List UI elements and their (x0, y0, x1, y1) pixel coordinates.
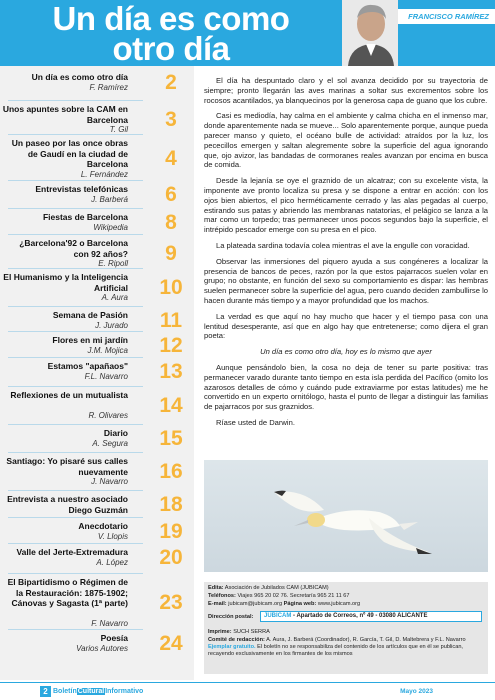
toc-title: Estamos "apañaos" (47, 361, 128, 371)
toc-page-number: 13 (159, 360, 183, 383)
toc-title: Fiestas de Barcelona (42, 212, 128, 222)
toc-divider (8, 180, 143, 181)
toc-divider (8, 100, 143, 101)
toc-title: Entrevistas telefónicas (35, 184, 128, 194)
toc-author: V. Llopis (97, 531, 128, 541)
article-paragraph: La plateada sardina todavía colea mientras el ave la engulle con voracidad. (216, 240, 470, 250)
toc-title: Reflexiones de un mutualista (10, 390, 128, 400)
article-title-line2: otro día (112, 30, 230, 66)
toc-title: El Humanismo y la Inteligencia Artificial (3, 272, 128, 293)
toc-page-number: 24 (159, 632, 183, 655)
toc-author: T. Gil (109, 125, 128, 134)
toc-divider (8, 331, 143, 332)
author-name: FRANCISCO RAMÍREZ (408, 12, 489, 21)
toc-title: Semana de Pasión (52, 310, 128, 320)
toc-page-number: 12 (159, 334, 183, 357)
author-name-strip (398, 9, 495, 24)
toc-page-number: 3 (165, 107, 177, 131)
credit-label: Teléfonos: (208, 593, 236, 599)
publisher: Asociación de Jubilados CAM (JUBICAM) (224, 585, 329, 591)
toc-author: Varios Autores (76, 643, 128, 653)
toc-page-number: 9 (165, 241, 177, 265)
article-paragraph: La verdad es que aquí no hay mucho que hacer y el tiempo pasa con una lentitud desesperante, así que en algo hay que entretenerse; como dijera el gran poeta: (204, 311, 488, 341)
toc-author: Wikipedia (93, 222, 128, 232)
page-number: 2 (40, 686, 51, 697)
toc-divider (8, 357, 143, 358)
gannet-photo (204, 460, 488, 572)
page-footer (0, 682, 495, 700)
toc-page-number: 14 (159, 393, 183, 417)
publication-brand (53, 686, 143, 697)
toc-divider (8, 490, 143, 491)
credit-label: Imprime: (208, 629, 232, 635)
toc-author: J. Navarro (91, 477, 128, 486)
toc-title: Diario (103, 428, 128, 438)
toc-page-number: 16 (159, 459, 183, 483)
toc-divider (8, 573, 143, 574)
toc-author: L. Fernández (80, 169, 128, 179)
email-link[interactable]: jubicam@jubicam.org (228, 601, 283, 607)
credit-label: Edita: (208, 585, 224, 591)
table-of-contents (0, 66, 194, 680)
postal-address: - Apartado de Correos, nº 49 - 03080 ALICANTE (291, 613, 428, 619)
article-paragraph: Aunque pensándolo bien, la cosa no deja de tener su parte positiva: tras permanecer varado durante tanto tiempo en esta isla perdida del Pacífico (omito los azarosos detalles de cómo y cuándo pude extraviarme por estas latitudes) me he convertido en un experto ornitólogo, hasta el punto de llegar a distinguir las familias de pajarracos por sus graznidos. (204, 362, 488, 412)
toc-title: Santiago: Yo pisaré sus calles nuevamente (6, 456, 128, 477)
toc-page-number: 19 (159, 520, 183, 543)
toc-page-number: 8 (165, 211, 177, 234)
toc-divider (8, 452, 143, 453)
toc-divider (8, 386, 143, 387)
article-paragraph: Ríase usted de Darwin. (216, 417, 295, 427)
toc-divider (8, 543, 143, 544)
printer: SUCH SERRA (233, 629, 270, 635)
toc-author: R. Olivares (88, 411, 128, 420)
toc-page-number: 11 (159, 309, 183, 332)
toc-page-number: 4 (165, 147, 177, 170)
toc-title: Anecdotario (78, 521, 128, 531)
toc-page-number: 2 (165, 71, 177, 94)
toc-author: F.L. Navarro (84, 371, 128, 381)
toc-divider (8, 268, 143, 269)
toc-title: Valle del Jerte-Extremadura (16, 547, 128, 557)
toc-author: F. Navarro (91, 619, 128, 628)
toc-divider (8, 234, 143, 235)
toc-title: Flores en mi jardín (52, 335, 128, 345)
article-paragraph: Observar las inmersiones del piquero ayuda a sus congéneres a localizar la presencia de bancos de peces, razón por la que estos pajarracos suelen volar en grupo; no obstante, en función del sexo su comportamiento es dispar: las hembras suelen permanecer sobre la superficie del agua, pero cuando deciden zambullirse lo hacen durante más tiempo y a mayor profundidad que los machos. (204, 256, 488, 305)
toc-author: J. Jurado (95, 320, 128, 330)
toc-author: A. Aura (101, 293, 128, 302)
toc-title: Un día es como otro día (31, 72, 128, 82)
editorial-committee: A. Aura, J. Barberá (Coordinador), R. García, T. Gil, D. Maltebrera y F.L. Navarro (266, 637, 466, 643)
toc-divider (8, 208, 143, 209)
credit-label: E-mail: (208, 601, 227, 607)
toc-divider (8, 306, 143, 307)
article-title-line1: Un día es como (52, 0, 290, 37)
toc-author: A. Segura (92, 438, 128, 448)
article-paragraph: Desde la lejanía se oye el graznido de un alcatraz; con su excelente vista, la imponente ave pronto localiza su presa y se dispone a entrar en acción: con los ojos bien abiertos, el pico herméticamente cerrado y las alas pegadas al cuerpo, estirando sus patas y abriendo las membranas natatorias, el pelágico se lanza a la mar como un torpedo; tras permanecer unos pocos segundos bajo la superficie, el intrépido pescador emerge con su presa en el pico. (204, 176, 488, 235)
toc-page-number: 20 (159, 546, 183, 569)
website-link[interactable]: www.jubicam.org (317, 601, 361, 607)
postal-address-box (260, 611, 482, 622)
toc-title: Poesía (100, 633, 128, 643)
article-paragraph: Casi es mediodía, hay calma en el ambiente y calma chicha en el inmenso mar, donde aparentemente nada se mueve... Solo aparentemente porque, aunque pueda parecer manso y quieto, el océano bulle de actividad: atraídos por la luz, los pececillos emergen y saltan alegremente sobre la superficie del agua ignorando que, ojo avizor, las bandadas de cormoranes reales avanzan por encima en busca de comida. (204, 111, 488, 170)
author-portrait (342, 0, 398, 66)
toc-page-number: 15 (159, 427, 183, 450)
credit-label: Página web: (283, 601, 317, 607)
toc-divider (8, 629, 143, 630)
address-name: JUBICAM (264, 613, 292, 619)
toc-author: E. Ripoll (98, 259, 128, 268)
toc-page-number: 10 (159, 275, 183, 299)
toc-author: J. Barberá (91, 194, 128, 204)
toc-divider (8, 134, 143, 135)
brand-word: Informativo (105, 688, 144, 695)
toc-author: J.M. Mojica (87, 345, 128, 355)
poem-quote: Un día es como otro día, hoy es lo mismo que ayer (260, 347, 432, 357)
disclaimer: El boletín no se responsabiliza del contenido de los artículos que en él se publican, recayendo exclusivamente en los firmantes de los mismos (208, 644, 463, 657)
brand-word: Boletín (53, 688, 77, 695)
credits-box (204, 582, 488, 674)
toc-author: A. López (96, 557, 128, 567)
toc-divider (8, 517, 143, 518)
credit-label: Dirección postal: (208, 614, 254, 620)
phone-numbers: Viajes 965 20 02 76. Secretaría 965 21 11 67 (237, 593, 350, 599)
article-paragraph: El día ha despuntado claro y el sol avanza decidido por su trayectoria de siempre; pronto llegarán las aves marinas a soltar sus excrementos sobre los rocosos acantilados, ya blanquecinos por la generosa capa de guano que los cubre. (204, 76, 488, 105)
toc-title: Unos apuntes sobre la CAM en Barcelona (2, 104, 128, 125)
toc-page-number: 18 (159, 493, 183, 516)
toc-title: Entrevista a nuestro asociado Diego Guzmán (7, 494, 128, 515)
toc-title: El Bipartidismo o Régimen de la Restauración: 1875-1902; Cánovas y Sagasta (1ª parte) (7, 577, 128, 608)
toc-page-number: 23 (159, 591, 183, 615)
article-body (204, 76, 488, 434)
toc-author: F. Ramírez (89, 82, 128, 92)
toc-page-number: 6 (165, 183, 177, 206)
credit-label: Ejemplar gratuito. (208, 644, 256, 650)
toc-title: Un paseo por las once obras de Gaudí en la ciudad de Barcelona (11, 138, 128, 169)
brand-word: Cultural (77, 688, 105, 695)
toc-divider (8, 424, 143, 425)
page-header (0, 0, 495, 66)
credit-label: Comité de redacción: (208, 637, 265, 643)
toc-title: ¿Barcelona'92 o Barcelona con 92 años? (19, 238, 128, 259)
issue-date: Mayo 2023 (400, 688, 433, 695)
